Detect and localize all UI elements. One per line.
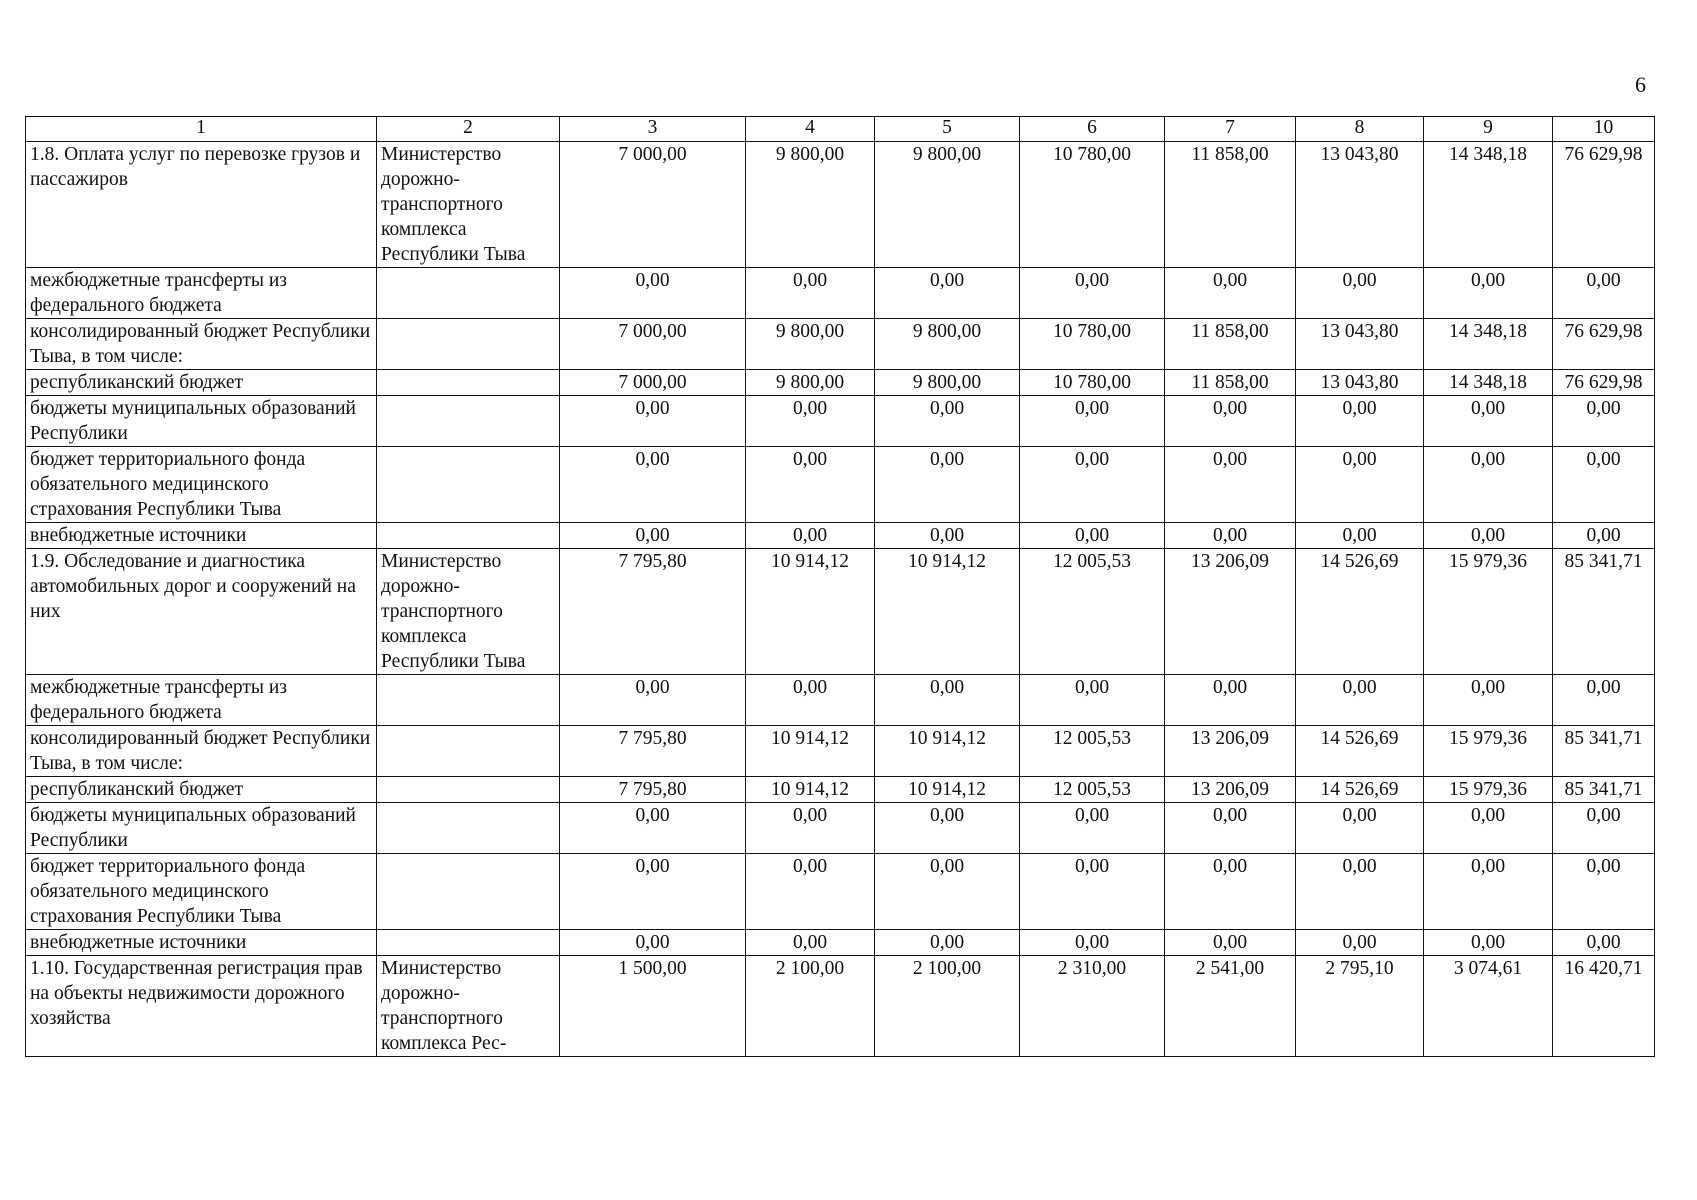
- row-label: бюджет территориального фонда обязательного медицинского страхования Республики Тыва: [26, 854, 377, 930]
- amount-cell: 0,00: [1165, 268, 1296, 319]
- amount-cell: 0,00: [1296, 447, 1424, 523]
- amount-cell: 14 348,18: [1424, 370, 1553, 396]
- table-row: [26, 854, 1655, 930]
- row-label: внебюджетные источники: [26, 930, 377, 956]
- amount-cell: 13 206,09: [1165, 549, 1296, 675]
- table-row: [26, 268, 1655, 319]
- responsible-executor: [377, 726, 560, 777]
- table-row: [26, 803, 1655, 854]
- amount-cell: 0,00: [746, 447, 875, 523]
- column-number: 7: [1165, 117, 1296, 142]
- row-label: республиканский бюджет: [26, 777, 377, 803]
- amount-cell: 0,00: [875, 396, 1020, 447]
- table-row: [26, 370, 1655, 396]
- amount-cell: 10 914,12: [746, 726, 875, 777]
- table-row: [26, 675, 1655, 726]
- column-number: 8: [1296, 117, 1424, 142]
- amount-cell: 0,00: [1296, 803, 1424, 854]
- amount-cell: 2 541,00: [1165, 956, 1296, 1057]
- amount-cell: 0,00: [1553, 803, 1655, 854]
- row-label: консолидированный бюджет Республики Тыва, в том числе:: [26, 726, 377, 777]
- amount-cell: 0,00: [1553, 523, 1655, 549]
- amount-cell: 10 780,00: [1020, 370, 1165, 396]
- responsible-executor: [377, 396, 560, 447]
- amount-cell: 0,00: [875, 854, 1020, 930]
- amount-cell: 0,00: [746, 854, 875, 930]
- table-row: [26, 523, 1655, 549]
- amount-cell: 7 795,80: [560, 777, 746, 803]
- amount-cell: 2 795,10: [1296, 956, 1424, 1057]
- amount-cell: 0,00: [875, 930, 1020, 956]
- row-label: республиканский бюджет: [26, 370, 377, 396]
- amount-cell: 11 858,00: [1165, 370, 1296, 396]
- responsible-executor: Министерство дорожно-транспортного комплекса Республики Тыва: [377, 142, 560, 268]
- amount-cell: 0,00: [1424, 675, 1553, 726]
- amount-cell: 0,00: [560, 854, 746, 930]
- responsible-executor: [377, 854, 560, 930]
- amount-cell: 11 858,00: [1165, 142, 1296, 268]
- amount-cell: 10 914,12: [875, 726, 1020, 777]
- amount-cell: 14 348,18: [1424, 142, 1553, 268]
- amount-cell: 76 629,98: [1553, 370, 1655, 396]
- amount-cell: 0,00: [746, 523, 875, 549]
- amount-cell: 0,00: [1020, 803, 1165, 854]
- amount-cell: 0,00: [560, 930, 746, 956]
- amount-cell: 9 800,00: [875, 142, 1020, 268]
- column-number: 9: [1424, 117, 1553, 142]
- amount-cell: 13 206,09: [1165, 726, 1296, 777]
- table-row: [26, 447, 1655, 523]
- amount-cell: 0,00: [875, 675, 1020, 726]
- table-row: [26, 777, 1655, 803]
- responsible-executor: [377, 675, 560, 726]
- amount-cell: 0,00: [560, 396, 746, 447]
- row-label: 1.9. Обследование и диагностика автомобильных дорог и сооружений на них: [26, 549, 377, 675]
- row-label: 1.10. Государственная регистрация прав на объекты недвижимости дорожного хозяйства: [26, 956, 377, 1057]
- amount-cell: 0,00: [560, 523, 746, 549]
- amount-cell: 0,00: [1165, 396, 1296, 447]
- amount-cell: 2 100,00: [875, 956, 1020, 1057]
- amount-cell: 3 074,61: [1424, 956, 1553, 1057]
- responsible-executor: [377, 803, 560, 854]
- amount-cell: 0,00: [1296, 675, 1424, 726]
- amount-cell: 0,00: [1296, 523, 1424, 549]
- amount-cell: 11 858,00: [1165, 319, 1296, 370]
- amount-cell: 13 043,80: [1296, 142, 1424, 268]
- amount-cell: 0,00: [746, 396, 875, 447]
- table-row: [26, 396, 1655, 447]
- amount-cell: 15 979,36: [1424, 726, 1553, 777]
- amount-cell: 10 780,00: [1020, 319, 1165, 370]
- amount-cell: 0,00: [1165, 803, 1296, 854]
- amount-cell: 0,00: [560, 268, 746, 319]
- amount-cell: 0,00: [746, 268, 875, 319]
- amount-cell: 0,00: [1296, 854, 1424, 930]
- amount-cell: 0,00: [875, 523, 1020, 549]
- amount-cell: 0,00: [1424, 396, 1553, 447]
- amount-cell: 0,00: [1020, 396, 1165, 447]
- row-label: внебюджетные источники: [26, 523, 377, 549]
- amount-cell: 9 800,00: [875, 370, 1020, 396]
- column-number: 2: [377, 117, 560, 142]
- amount-cell: 76 629,98: [1553, 142, 1655, 268]
- amount-cell: 0,00: [1165, 930, 1296, 956]
- amount-cell: 0,00: [875, 803, 1020, 854]
- amount-cell: 0,00: [1553, 396, 1655, 447]
- responsible-executor: Министерство дорожно-транспортного комплекса Рес-: [377, 956, 560, 1057]
- table-row: [26, 930, 1655, 956]
- amount-cell: 0,00: [875, 447, 1020, 523]
- responsible-executor: [377, 447, 560, 523]
- amount-cell: 0,00: [1165, 447, 1296, 523]
- amount-cell: 9 800,00: [875, 319, 1020, 370]
- responsible-executor: [377, 930, 560, 956]
- amount-cell: 0,00: [1020, 675, 1165, 726]
- column-number: 5: [875, 117, 1020, 142]
- amount-cell: 7 795,80: [560, 549, 746, 675]
- amount-cell: 0,00: [1424, 803, 1553, 854]
- amount-cell: 10 914,12: [875, 549, 1020, 675]
- amount-cell: 0,00: [1020, 523, 1165, 549]
- column-number: 1: [26, 117, 377, 142]
- amount-cell: 12 005,53: [1020, 726, 1165, 777]
- amount-cell: 12 005,53: [1020, 549, 1165, 675]
- amount-cell: 15 979,36: [1424, 549, 1553, 675]
- amount-cell: 0,00: [1296, 930, 1424, 956]
- column-number: 10: [1553, 117, 1655, 142]
- page-number: 6: [1635, 72, 1646, 97]
- column-number: 4: [746, 117, 875, 142]
- responsible-executor: [377, 523, 560, 549]
- row-label: консолидированный бюджет Республики Тыва, в том числе:: [26, 319, 377, 370]
- amount-cell: 0,00: [560, 803, 746, 854]
- amount-cell: 0,00: [1424, 930, 1553, 956]
- amount-cell: 0,00: [1296, 396, 1424, 447]
- amount-cell: 7 000,00: [560, 370, 746, 396]
- column-number-row: [26, 117, 1655, 142]
- table-body: [26, 117, 1655, 1057]
- amount-cell: 10 914,12: [746, 549, 875, 675]
- amount-cell: 10 780,00: [1020, 142, 1165, 268]
- amount-cell: 13 206,09: [1165, 777, 1296, 803]
- amount-cell: 13 043,80: [1296, 319, 1424, 370]
- row-label: межбюджетные трансферты из федерального бюджета: [26, 675, 377, 726]
- amount-cell: 12 005,53: [1020, 777, 1165, 803]
- amount-cell: 13 043,80: [1296, 370, 1424, 396]
- amount-cell: 0,00: [1424, 268, 1553, 319]
- amount-cell: 10 914,12: [746, 777, 875, 803]
- responsible-executor: [377, 268, 560, 319]
- amount-cell: 0,00: [1553, 447, 1655, 523]
- amount-cell: 0,00: [1424, 447, 1553, 523]
- table-row: [26, 956, 1655, 1057]
- row-label: межбюджетные трансферты из федерального бюджета: [26, 268, 377, 319]
- amount-cell: 0,00: [1553, 268, 1655, 319]
- row-label: бюджеты муниципальных образований Республики: [26, 803, 377, 854]
- amount-cell: 2 310,00: [1020, 956, 1165, 1057]
- responsible-executor: [377, 370, 560, 396]
- amount-cell: 0,00: [1020, 268, 1165, 319]
- row-label: бюджеты муниципальных образований Республики: [26, 396, 377, 447]
- amount-cell: 14 526,69: [1296, 726, 1424, 777]
- amount-cell: 7 795,80: [560, 726, 746, 777]
- amount-cell: 1 500,00: [560, 956, 746, 1057]
- amount-cell: 0,00: [560, 675, 746, 726]
- amount-cell: 0,00: [1553, 675, 1655, 726]
- amount-cell: 0,00: [746, 675, 875, 726]
- column-number: 6: [1020, 117, 1165, 142]
- amount-cell: 0,00: [1165, 675, 1296, 726]
- amount-cell: 0,00: [1165, 523, 1296, 549]
- amount-cell: 0,00: [1553, 930, 1655, 956]
- amount-cell: 0,00: [746, 930, 875, 956]
- amount-cell: 10 914,12: [875, 777, 1020, 803]
- amount-cell: 85 341,71: [1553, 726, 1655, 777]
- amount-cell: 0,00: [1296, 268, 1424, 319]
- amount-cell: 15 979,36: [1424, 777, 1553, 803]
- amount-cell: 9 800,00: [746, 142, 875, 268]
- amount-cell: 14 348,18: [1424, 319, 1553, 370]
- responsible-executor: [377, 777, 560, 803]
- amount-cell: 0,00: [746, 803, 875, 854]
- amount-cell: 14 526,69: [1296, 777, 1424, 803]
- budget-table: [25, 116, 1655, 1057]
- amount-cell: 0,00: [1553, 854, 1655, 930]
- amount-cell: 7 000,00: [560, 142, 746, 268]
- table-row: [26, 549, 1655, 675]
- amount-cell: 9 800,00: [746, 319, 875, 370]
- table-row: [26, 319, 1655, 370]
- amount-cell: 85 341,71: [1553, 549, 1655, 675]
- amount-cell: 0,00: [1424, 854, 1553, 930]
- column-number: 3: [560, 117, 746, 142]
- amount-cell: 9 800,00: [746, 370, 875, 396]
- row-label: 1.8. Оплата услуг по перевозке грузов и пассажиров: [26, 142, 377, 268]
- responsible-executor: Министерство дорожно-транспортного комплекса Республики Тыва: [377, 549, 560, 675]
- amount-cell: 14 526,69: [1296, 549, 1424, 675]
- amount-cell: 0,00: [560, 447, 746, 523]
- amount-cell: 0,00: [1020, 447, 1165, 523]
- table-row: [26, 726, 1655, 777]
- amount-cell: 2 100,00: [746, 956, 875, 1057]
- row-label: бюджет территориального фонда обязательного медицинского страхования Республики Тыва: [26, 447, 377, 523]
- amount-cell: 0,00: [1424, 523, 1553, 549]
- responsible-executor: [377, 319, 560, 370]
- amount-cell: 76 629,98: [1553, 319, 1655, 370]
- amount-cell: 85 341,71: [1553, 777, 1655, 803]
- amount-cell: 0,00: [1020, 930, 1165, 956]
- amount-cell: 16 420,71: [1553, 956, 1655, 1057]
- amount-cell: 0,00: [875, 268, 1020, 319]
- amount-cell: 0,00: [1020, 854, 1165, 930]
- amount-cell: 7 000,00: [560, 319, 746, 370]
- amount-cell: 0,00: [1165, 854, 1296, 930]
- table-row: [26, 142, 1655, 268]
